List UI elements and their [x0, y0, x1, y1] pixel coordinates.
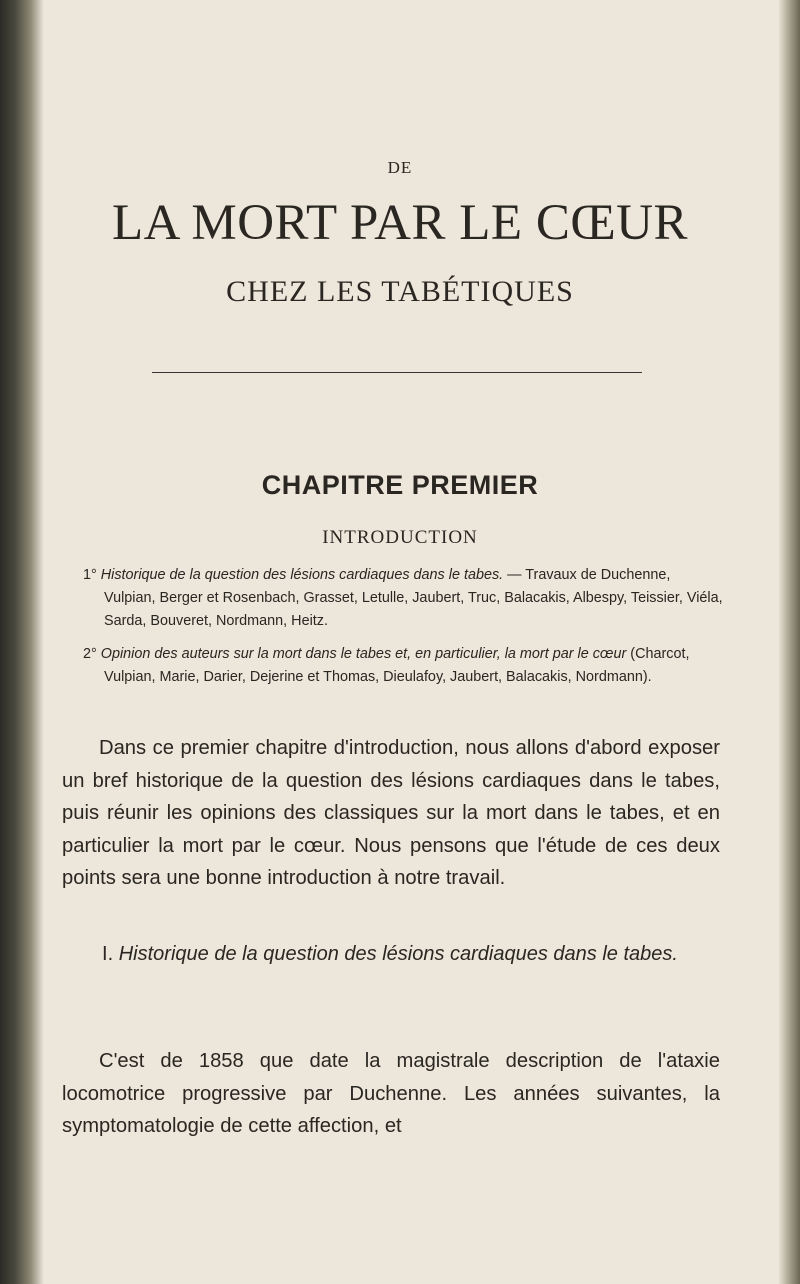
- page-title: LA MORT PAR LE CŒUR: [111, 195, 689, 251]
- intro-paragraph: Dans ce premier chapitre d'introduction, nous allons d'abord exposer un bref historique de la question des lésions cardiaques dans le tabes, puis réunir les opinions des classiques sur la mort dans le tabes, et en particulier la mort par le cœur. Nous pensons que l'étude de ces deux points sera une bonne introduction à notre travail.: [62, 737, 720, 889]
- chapter-title: CHAPITRE PREMIER: [261, 470, 539, 500]
- summary-item: [83, 564, 723, 633]
- summary-item: [83, 643, 723, 689]
- summary-text: — Travaux de Duchenne, Vulpian, Berger et Rosenbach, Grasset, Letulle, Jaubert, Truc, Balacakis, Albespy, Teissier, Viéla, Sarda, Bouveret, Nordmann, Heitz.: [104, 567, 723, 629]
- summary-number: 1°: [83, 567, 97, 583]
- page-subtitle: CHEZ LES TABÉTIQUES: [226, 275, 574, 308]
- binding-shadow: [0, 0, 44, 1284]
- chapter-subtitle: INTRODUCTION: [322, 527, 478, 548]
- title-prefix: DE: [387, 158, 413, 177]
- section-number: I.: [102, 943, 114, 965]
- summary-text: (Charcot, Vulpian, Marie, Darier, Dejerine et Thomas, Dieulafoy, Jaubert, Balacakis, Nordmann).: [104, 646, 690, 685]
- summary-italic: Historique de la question des lésions cardiaques dans le tabes.: [100, 567, 504, 583]
- title-divider: [152, 372, 642, 373]
- section-heading: [60, 938, 720, 970]
- page-edge-shadow: [778, 0, 800, 1284]
- summary-italic: Opinion des auteurs sur la mort dans le tabes et, en particulier, la mort par le cœur: [100, 646, 627, 662]
- summary-number: 2°: [83, 646, 97, 662]
- section-title: Historique de la question des lésions cardiaques dans le tabes.: [118, 943, 678, 965]
- section-paragraph: C'est de 1858 que date la magistrale description de l'ataxie locomotrice progressive par Duchenne. Les années suivantes, la symptomatologie de cette affection, et: [62, 1050, 720, 1137]
